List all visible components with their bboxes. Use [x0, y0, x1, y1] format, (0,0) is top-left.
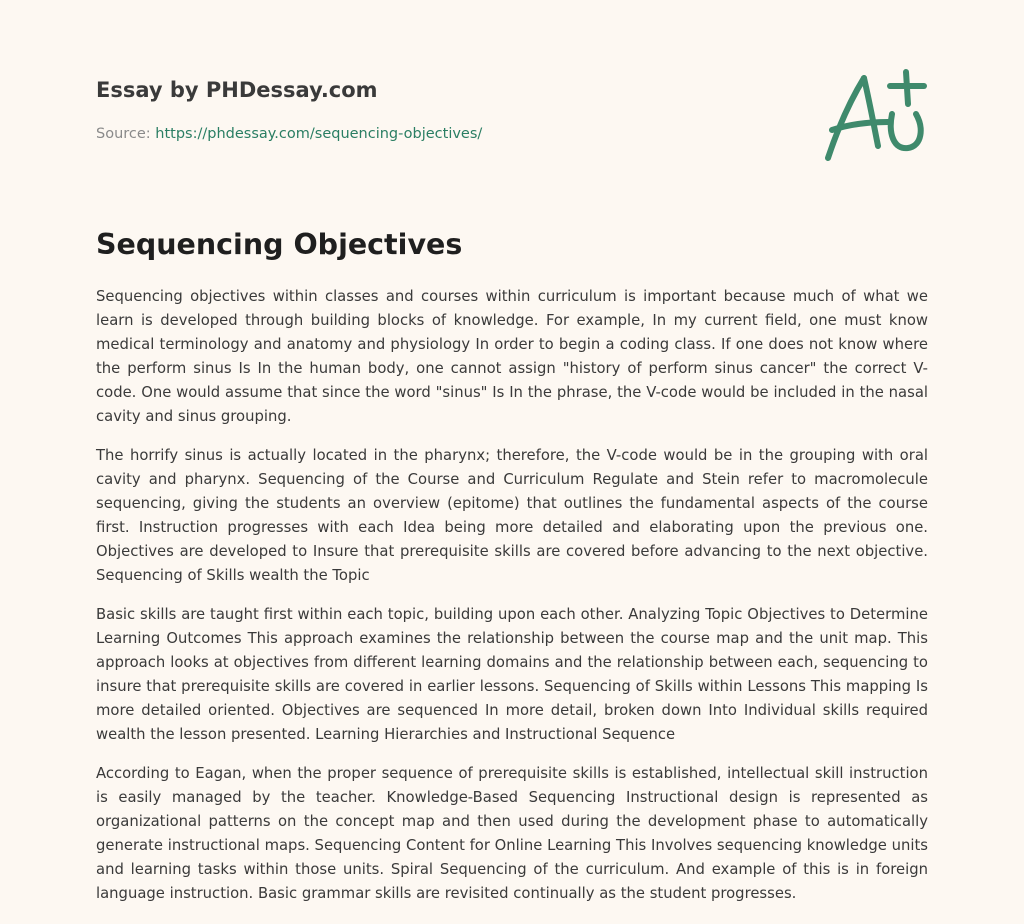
essay-title: Sequencing Objectives	[96, 228, 463, 261]
source-line	[96, 124, 696, 144]
essay-paragraph-4: According to Eagan, when the proper sequence of prerequisite skills is established, intellectual skill instruction is easily managed by the teacher. Knowledge-Based Sequencing Instructional design is represented as organizational patterns on the concept map and then used during the development phase to automatically generate instructional maps. Sequencing Content for Online Learning This Involves sequencing knowledge units and learning tasks within those units. Spiral Sequencing of the curriculum. And example of this is in foreign language instruction. Basic grammar skills are revisited continually as the student progresses.	[96, 765, 928, 902]
essay-header	[96, 76, 696, 144]
essay-paragraph-3: Basic skills are taught first within each topic, building upon each other. Analyzing Topic Objectives to Determine Learning Outcomes This approach examines the relationship between the course map and the unit map. This approach looks at objectives from different learning domains and the relationship between each, sequencing to insure that prerequisite skills are covered in earlier lessons. Sequencing of Skills within Lessons This mapping Is more detailed oriented. Objectives are sequenced In more detail, broken down Into Individual skills required wealth the lesson presented. Learning Hierarchies and Instructional Sequence	[96, 606, 928, 743]
essay-paragraph-2: The horrify sinus is actually located in the pharynx; therefore, the V-code would be in the grouping with oral cavity and pharynx. Sequencing of the Course and Curriculum Regulate and Stein refer to macromolecule sequencing, giving the students an overview (epitome) that outlines the fundamental aspects of the course first. Instruction progresses with each Idea being more detailed and elaborating upon the previous one. Objectives are developed to Insure that prerequisite skills are covered before advancing to the next objective. Sequencing of Skills wealth the Topic	[96, 447, 928, 584]
source-label: Source:	[96, 126, 156, 142]
essay-body	[96, 285, 928, 921]
a-plus-grade-icon	[818, 64, 930, 168]
essay-paragraph-1: Sequencing objectives within classes and courses within curriculum is important because much of what we learn is developed through building blocks of knowledge. For example, In my current field, one must know medical terminology and anatomy and physiology In order to begin a coding class. If one does not know where the perform sinus Is In the human body, one cannot assign "history of perform sinus cancer" the correct V-code. One would assume that since the word "sinus" Is In the phrase, the V-code would be included in the nasal cavity and sinus grouping.	[96, 288, 928, 425]
source-link[interactable]: https://phdessay.com/sequencing-objectives/	[155, 126, 483, 142]
site-brand: Essay by PHDessay.com	[96, 78, 378, 102]
